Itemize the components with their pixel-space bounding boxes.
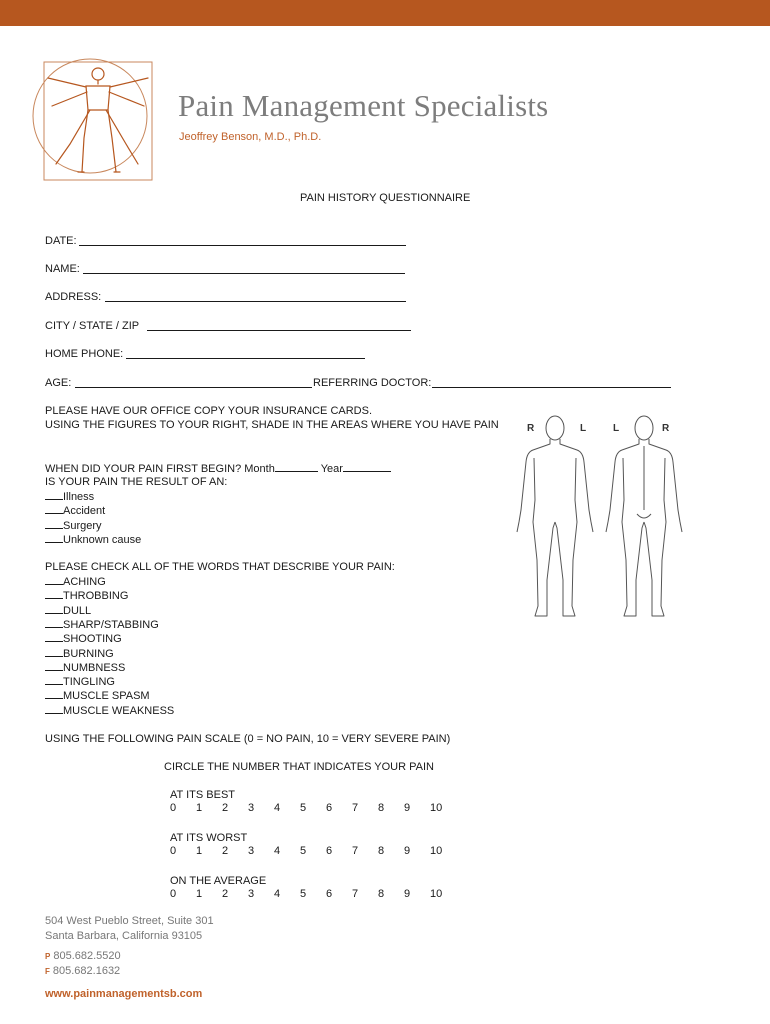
footer-city: Santa Barbara, California 93105: [45, 930, 203, 942]
scale-number[interactable]: 7: [352, 888, 359, 900]
cause-checkbox[interactable]: [45, 518, 63, 529]
scale-number[interactable]: 1: [196, 845, 203, 857]
referring-doctor-label: REFERRING DOCTOR:: [313, 377, 432, 389]
scale-row-label: AT ITS BEST: [170, 789, 235, 801]
date-label: DATE:: [45, 235, 77, 247]
word-option: [45, 703, 174, 718]
doctor-name: Jeoffrey Benson, M.D., Ph.D.: [179, 131, 322, 143]
body-outline-icon[interactable]: [505, 410, 695, 625]
cause-label: Illness: [63, 491, 95, 503]
word-option: [45, 674, 115, 689]
word-label: DULL: [63, 604, 92, 617]
onset-question: [45, 461, 391, 476]
scale-number-row: [170, 802, 460, 816]
city-label: CITY / STATE / ZIP: [45, 320, 140, 332]
scale-number[interactable]: 1: [196, 802, 203, 814]
footer-fax: [45, 965, 120, 977]
scale-number-row: [170, 888, 460, 902]
word-label: MUSCLE SPASM: [63, 690, 150, 703]
age-label: AGE:: [45, 377, 72, 389]
scale-number[interactable]: 1: [196, 888, 203, 900]
word-option: [45, 688, 150, 703]
figure-label-r: R: [662, 423, 670, 434]
scale-number[interactable]: 3: [248, 802, 255, 814]
cause-checkbox[interactable]: [45, 489, 63, 500]
scale-number[interactable]: 2: [222, 845, 229, 857]
cause-label: Accident: [63, 505, 106, 518]
scale-number[interactable]: 5: [300, 802, 307, 814]
cause-checkbox[interactable]: [45, 503, 63, 514]
word-option: [45, 660, 125, 675]
scale-number[interactable]: 6: [326, 888, 333, 900]
scale-number[interactable]: 0: [170, 802, 177, 814]
insurance-note: PLEASE HAVE OUR OFFICE COPY YOUR INSURANCE CARDS.: [45, 405, 373, 417]
scale-number[interactable]: 6: [326, 802, 333, 814]
word-label: BURNING: [63, 647, 114, 660]
word-option: [45, 646, 114, 661]
cause-label: Surgery: [63, 519, 102, 532]
cause-option: [45, 503, 105, 518]
scale-instruction: USING THE FOLLOWING PAIN SCALE (0 = NO PAIN, 10 = VERY SEVERE PAIN): [45, 733, 451, 745]
cause-option: [45, 532, 141, 547]
word-label: THROBBING: [63, 590, 129, 603]
scale-row-label: AT ITS WORST: [170, 832, 248, 844]
figure-label-l: L: [580, 423, 587, 434]
scale-number[interactable]: 3: [248, 888, 255, 900]
word-checkbox[interactable]: [45, 703, 63, 714]
scale-number[interactable]: 2: [222, 888, 229, 900]
form-title: PAIN HISTORY QUESTIONNAIRE: [300, 192, 471, 204]
scale-number[interactable]: 8: [378, 888, 385, 900]
scale-number[interactable]: 6: [326, 845, 333, 857]
scale-number[interactable]: 10: [430, 802, 443, 814]
scale-number[interactable]: 5: [300, 888, 307, 900]
scale-number[interactable]: 3: [248, 845, 255, 857]
address-label: ADDRESS:: [45, 291, 102, 303]
fax-prefix: F: [45, 967, 50, 976]
cause-label: Unknown cause: [63, 533, 142, 546]
vitruvian-man-icon: [30, 48, 158, 182]
address-field[interactable]: [105, 301, 406, 302]
name-label: NAME:: [45, 263, 80, 275]
word-checkbox[interactable]: [45, 688, 63, 699]
footer-street: 504 West Pueblo Street, Suite 301: [45, 915, 214, 927]
onset-month-label: WHEN DID YOUR PAIN FIRST BEGIN? Month: [45, 463, 275, 475]
scale-number[interactable]: 0: [170, 888, 177, 900]
figure-label-l: L: [613, 423, 620, 434]
circle-note: CIRCLE THE NUMBER THAT INDICATES YOUR PAIN: [164, 761, 434, 773]
word-option: [45, 588, 128, 603]
word-label: TINGLING: [63, 676, 115, 689]
fax-number: 805.682.1632: [52, 965, 121, 977]
name-field[interactable]: [83, 273, 405, 274]
figures-note: USING THE FIGURES TO YOUR RIGHT, SHADE IN THE AREAS WHERE YOU HAVE PAIN: [45, 419, 499, 431]
phone-number: 805.682.5520: [53, 950, 121, 962]
word-option: [45, 631, 122, 646]
city-field[interactable]: [147, 330, 411, 331]
website-link[interactable]: www.painmanagementsb.com: [45, 988, 203, 1000]
scale-number[interactable]: 8: [378, 845, 385, 857]
header-accent-bar: [0, 0, 770, 26]
word-checkbox[interactable]: [45, 631, 63, 642]
word-label: SHOOTING: [63, 633, 122, 646]
scale-number[interactable]: 9: [404, 802, 411, 814]
word-checkbox[interactable]: [45, 660, 63, 671]
scale-number[interactable]: 7: [352, 845, 359, 857]
word-option: [45, 574, 106, 589]
word-label: ACHING: [63, 576, 106, 588]
word-option: [45, 603, 91, 618]
date-field[interactable]: [79, 245, 406, 246]
scale-number[interactable]: 7: [352, 802, 359, 814]
scale-number[interactable]: 8: [378, 802, 385, 814]
word-checkbox[interactable]: [45, 574, 63, 585]
words-question: PLEASE CHECK ALL OF THE WORDS THAT DESCRIBE YOUR PAIN:: [45, 561, 395, 573]
onset-year-label: Year: [320, 463, 343, 475]
scale-number[interactable]: 2: [222, 802, 229, 814]
word-label: MUSCLE WEAKNESS: [63, 704, 175, 717]
onset-month-field[interactable]: [275, 461, 318, 472]
word-checkbox[interactable]: [45, 588, 63, 599]
scale-number[interactable]: 0: [170, 845, 177, 857]
word-checkbox[interactable]: [45, 603, 63, 614]
cause-option: [45, 489, 94, 504]
home-phone-field[interactable]: [126, 358, 365, 359]
scale-number[interactable]: 10: [430, 845, 443, 857]
onset-year-field[interactable]: [343, 461, 391, 472]
scale-number[interactable]: 9: [404, 888, 411, 900]
scale-number[interactable]: 9: [404, 845, 411, 857]
scale-number[interactable]: 4: [274, 888, 281, 900]
scale-number-row: [170, 845, 460, 859]
home-phone-label: HOME PHONE:: [45, 348, 124, 360]
age-field[interactable]: [75, 387, 312, 388]
referring-doctor-field[interactable]: [432, 387, 671, 388]
word-checkbox[interactable]: [45, 617, 63, 628]
practice-name: Pain Management Specialists: [178, 88, 549, 123]
cause-option: [45, 518, 102, 533]
figure-label-r: R: [527, 423, 535, 434]
scale-number[interactable]: 10: [430, 888, 443, 900]
word-label: NUMBNESS: [63, 661, 126, 674]
scale-number[interactable]: 5: [300, 845, 307, 857]
word-checkbox[interactable]: [45, 646, 63, 657]
cause-question: IS YOUR PAIN THE RESULT OF AN:: [45, 476, 228, 488]
word-label: SHARP/STABBING: [63, 618, 159, 631]
scale-number[interactable]: 4: [274, 845, 281, 857]
footer-phone: [45, 950, 121, 962]
phone-prefix: P: [45, 952, 51, 961]
scale-row-label: ON THE AVERAGE: [170, 875, 267, 887]
word-checkbox[interactable]: [45, 674, 63, 685]
scale-number[interactable]: 4: [274, 802, 281, 814]
cause-checkbox[interactable]: [45, 532, 63, 543]
word-option: [45, 617, 159, 632]
